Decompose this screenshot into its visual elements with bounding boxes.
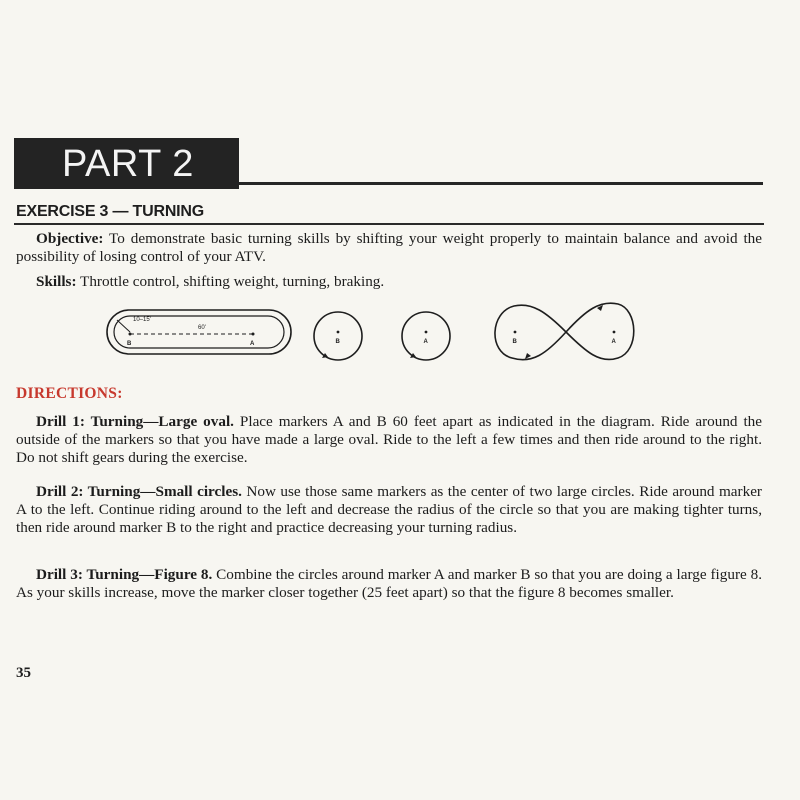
drill-2-paragraph (16, 483, 762, 537)
objective-paragraph (16, 230, 762, 266)
objective-label: Objective: (36, 230, 104, 247)
figure8-diagram (495, 303, 634, 360)
drill-2-title: Drill 2: Turning—Small circles. (36, 483, 242, 500)
oval-marker-a-label: A (250, 341, 255, 347)
figure8-marker-a-dot (613, 331, 616, 334)
drill-3-title: Drill 3: Turning—Figure 8. (36, 566, 213, 583)
part-rule (239, 182, 763, 185)
oval-marker-b-dot (129, 333, 132, 336)
directions-heading: DIRECTIONS: (16, 385, 123, 402)
skills-paragraph (16, 273, 762, 291)
part-title: PART 2 (62, 143, 194, 185)
skills-label: Skills: (36, 273, 77, 290)
circle-b-marker-dot (337, 331, 340, 334)
drill-2-text: Now use those same markers as the center of two large circles. Ride around marker A to the left. Continue riding around to the left and decrease the radius of the circle so that you are making tighter turns, then ride around marker B to the right and practice decreasing your turning radius. (16, 483, 762, 536)
circle-a-marker-label: A (423, 339, 428, 345)
turning-diagrams (0, 296, 800, 366)
oval-width-arrow (117, 320, 130, 332)
objective-text: To demonstrate basic turning skills by shifting your weight properly to maintain balance and avoid the possibility of losing control of your ATV. (16, 230, 762, 265)
oval-width-label: 10–15' (133, 317, 151, 323)
oval-length-label: 60' (198, 325, 206, 331)
figure8-marker-a-label: A (611, 339, 616, 345)
exercise-title: EXERCISE 3 — TURNING (16, 203, 205, 220)
exercise-rule (14, 223, 764, 225)
drill-3-paragraph (16, 566, 762, 602)
oval-marker-a-dot (252, 333, 255, 336)
figure8-marker-b-label: B (512, 339, 517, 345)
drill-1-text: Place markers A and B 60 feet apart as indicated in the diagram. Ride around the outside of the markers so that you have made a large oval. Ride to the left a few times and then ride around to the right. Do not shift gears during the exercise. (16, 413, 762, 466)
circle-b-diagram (314, 312, 362, 360)
circle-b-path (314, 312, 362, 360)
circle-a-path (402, 312, 450, 360)
figure8-marker-b-dot (514, 331, 517, 334)
page-number: 35 (16, 665, 31, 681)
oval-course-diagram (107, 310, 291, 354)
circle-b-marker-label: B (335, 339, 340, 345)
oval-marker-b-label: B (127, 341, 132, 347)
circle-a-marker-dot (425, 331, 428, 334)
drill-3-text: Combine the circles around marker A and marker B so that you are doing a large figure 8. As your skills increase, move the marker closer together (25 feet apart) so that the figure 8 becomes smaller. (16, 566, 762, 601)
drill-1-title: Drill 1: Turning—Large oval. (36, 413, 234, 430)
circle-a-diagram (402, 312, 450, 360)
drill-1-paragraph (16, 413, 762, 467)
skills-text: Throttle control, shifting weight, turning, braking. (76, 273, 385, 290)
